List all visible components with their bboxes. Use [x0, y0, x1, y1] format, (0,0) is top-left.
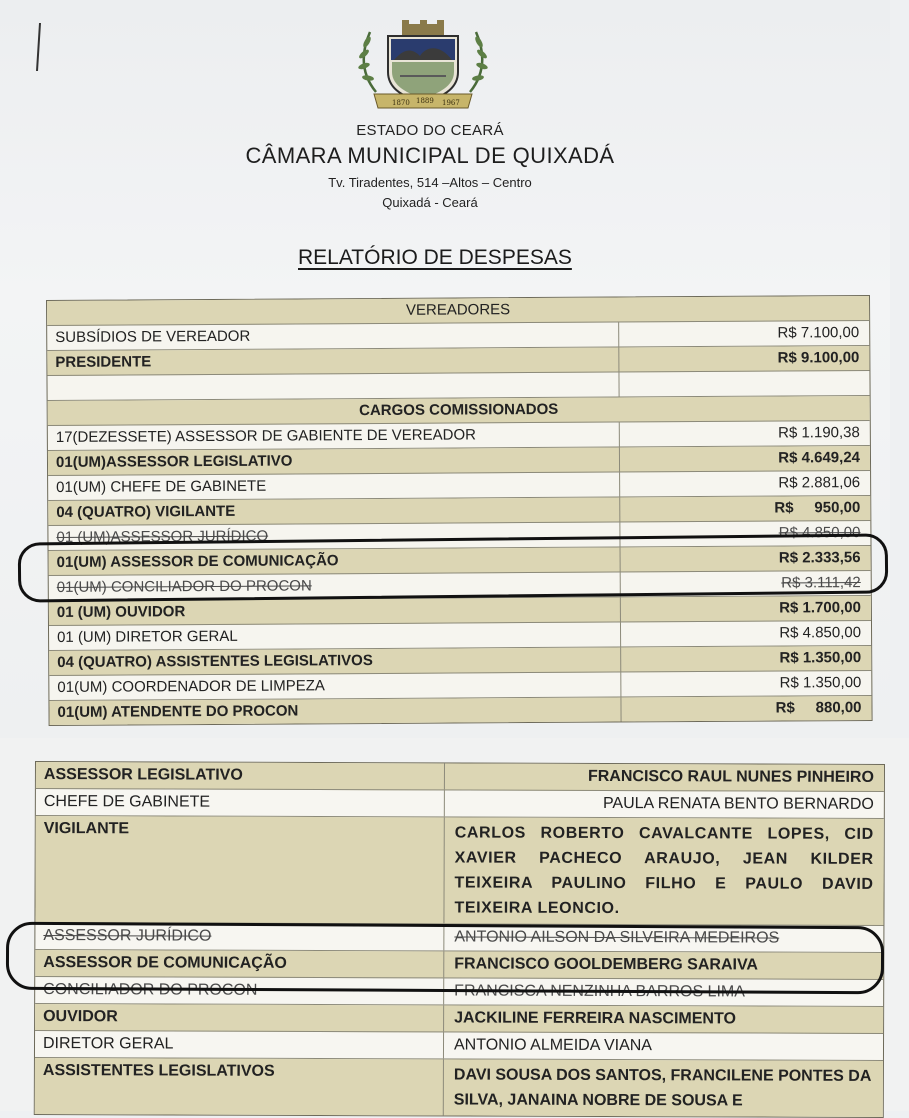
expense-label: 01(UM) COORDENADOR DE LIMPEZA — [49, 672, 621, 699]
person-name: CARLOS ROBERTO CAVALCANTE LOPES, CID XAVIER PACHECO ARAUJO, JEAN KILDER TEIXEIRA PAULINO FILHO E PAULO DAVID TEIXEIRA LEONCIO. — [454, 824, 874, 918]
expense-label: 17(DEZESSETE) ASSESSOR DE GABIENTE DE VEREADOR — [48, 422, 620, 449]
crest-year-1: 1870 — [392, 99, 410, 107]
expense-label: 01(UM) ASSESSOR DE COMUNICAÇÃO — [49, 547, 621, 574]
table-row — [35, 1058, 883, 1117]
role-label: CONCILIADOR DO PROCON — [35, 977, 444, 1004]
person-name: FRANCISCO RAUL NUNES PINHEIRO — [587, 767, 874, 786]
expense-value: R$ 1.190,38 — [778, 424, 860, 442]
role-label: ASSESSOR DE COMUNICAÇÃO — [35, 950, 444, 977]
expense-value: R$ 3.111,42 — [781, 574, 861, 592]
expense-label: 01 (UM) OUVIDOR — [49, 597, 621, 624]
expense-value: R$ 950,00 — [774, 499, 861, 517]
empty-cell — [47, 372, 619, 399]
expense-label: 01(UM) CONCILIADOR DO PROCON — [49, 572, 621, 599]
state-name: ESTADO DO CEARÁ — [356, 122, 504, 139]
table-row — [36, 789, 884, 819]
report-title: RELATÓRIO DE DESPESAS — [298, 246, 572, 269]
expense-value: R$ 9.100,00 — [777, 349, 860, 367]
person-name: ANTONIO AILSON DA SILVEIRA MEDEIROS — [454, 928, 780, 947]
role-label: ASSESSOR LEGISLATIVO — [36, 762, 445, 789]
expense-label: 01(UM) ATENDENTE DO PROCON — [49, 697, 621, 724]
role-label: VIGILANTE — [35, 816, 444, 923]
expense-value: R$ 4.850,00 — [778, 524, 861, 542]
role-label: CHEFE DE GABINETE — [36, 789, 445, 816]
role-label: OUVIDOR — [35, 1004, 444, 1031]
expense-value: R$ 1.700,00 — [779, 599, 861, 617]
chamber-address: Tv. Tiradentes, 514 –Altos – Centro — [328, 175, 532, 190]
expense-value: R$ 1.350,00 — [779, 674, 862, 692]
person-name: FRANCISCO GOOLDEMBERG SARAIVA — [454, 955, 759, 974]
expense-label: 04 (QUATRO) VIGILANTE — [48, 497, 620, 524]
person-name: PAULA RENATA BENTO BERNARDO — [602, 794, 874, 813]
expense-label: 04 (QUATRO) ASSISTENTES LEGISLATIVOS — [49, 647, 621, 674]
expense-label: SUBSÍDIOS DE VEREADOR — [47, 322, 619, 349]
expense-value: R$ 4.649,24 — [778, 449, 861, 467]
role-label: ASSESSOR JURÍDICO — [35, 923, 444, 950]
crest-year-2: 1889 — [416, 97, 434, 105]
expense-value: R$ 880,00 — [775, 699, 862, 717]
expense-value: R$ 2.333,56 — [778, 549, 861, 567]
expense-label: 01 (UM) DIRETOR GERAL — [49, 622, 621, 649]
chamber-city: Quixadá - Ceará — [382, 195, 478, 210]
expense-value: R$ 1.350,00 — [779, 649, 862, 667]
person-name: ANTONIO ALMEIDA VIANA — [453, 1036, 653, 1055]
expense-value: R$ 4.850,00 — [779, 624, 862, 642]
municipal-crest-icon — [354, 20, 492, 112]
expense-label: 01 (UM)ASSESSOR JURÍDICO — [48, 522, 620, 549]
expense-table — [46, 295, 873, 726]
role-label: DIRETOR GERAL — [35, 1031, 444, 1058]
role-label: ASSISTENTES LEGISLATIVOS — [35, 1058, 444, 1115]
expense-value: R$ 7.100,00 — [777, 324, 860, 342]
person-name: FRANCISCA NENZINHA BARROS LIMA — [454, 982, 745, 1001]
table-row — [35, 1031, 883, 1061]
table-row — [35, 816, 883, 926]
table-row — [35, 1004, 883, 1034]
person-name: DAVI SOUSA DOS SANTOS, FRANCILENE PONTES DA SILVA, JANAINA NOBRE DE SOUSA E — [453, 1066, 871, 1110]
expense-value: R$ 2.881,06 — [778, 474, 861, 492]
table-row — [36, 762, 884, 792]
section-title: CARGOS COMISSIONADOS — [359, 400, 559, 420]
table-row — [49, 696, 871, 725]
expense-label: 01(UM)ASSESSOR LEGISLATIVO — [48, 447, 620, 474]
section-title: VEREADORES — [405, 301, 511, 319]
person-name: JACKILINE FERREIRA NASCIMENTO — [454, 1009, 736, 1028]
highlight-oval-name — [6, 922, 884, 995]
crest-year-3: 1967 — [442, 99, 460, 107]
empty-cell — [619, 371, 869, 397]
expense-label: PRESIDENTE — [47, 347, 619, 374]
expense-label: 01(UM) CHEFE DE GABINETE — [48, 472, 620, 499]
highlight-oval-expense — [18, 533, 889, 602]
chamber-name: CÂMARA MUNICIPAL DE QUIXADÁ — [245, 143, 615, 168]
pen-stroke — [36, 22, 42, 72]
